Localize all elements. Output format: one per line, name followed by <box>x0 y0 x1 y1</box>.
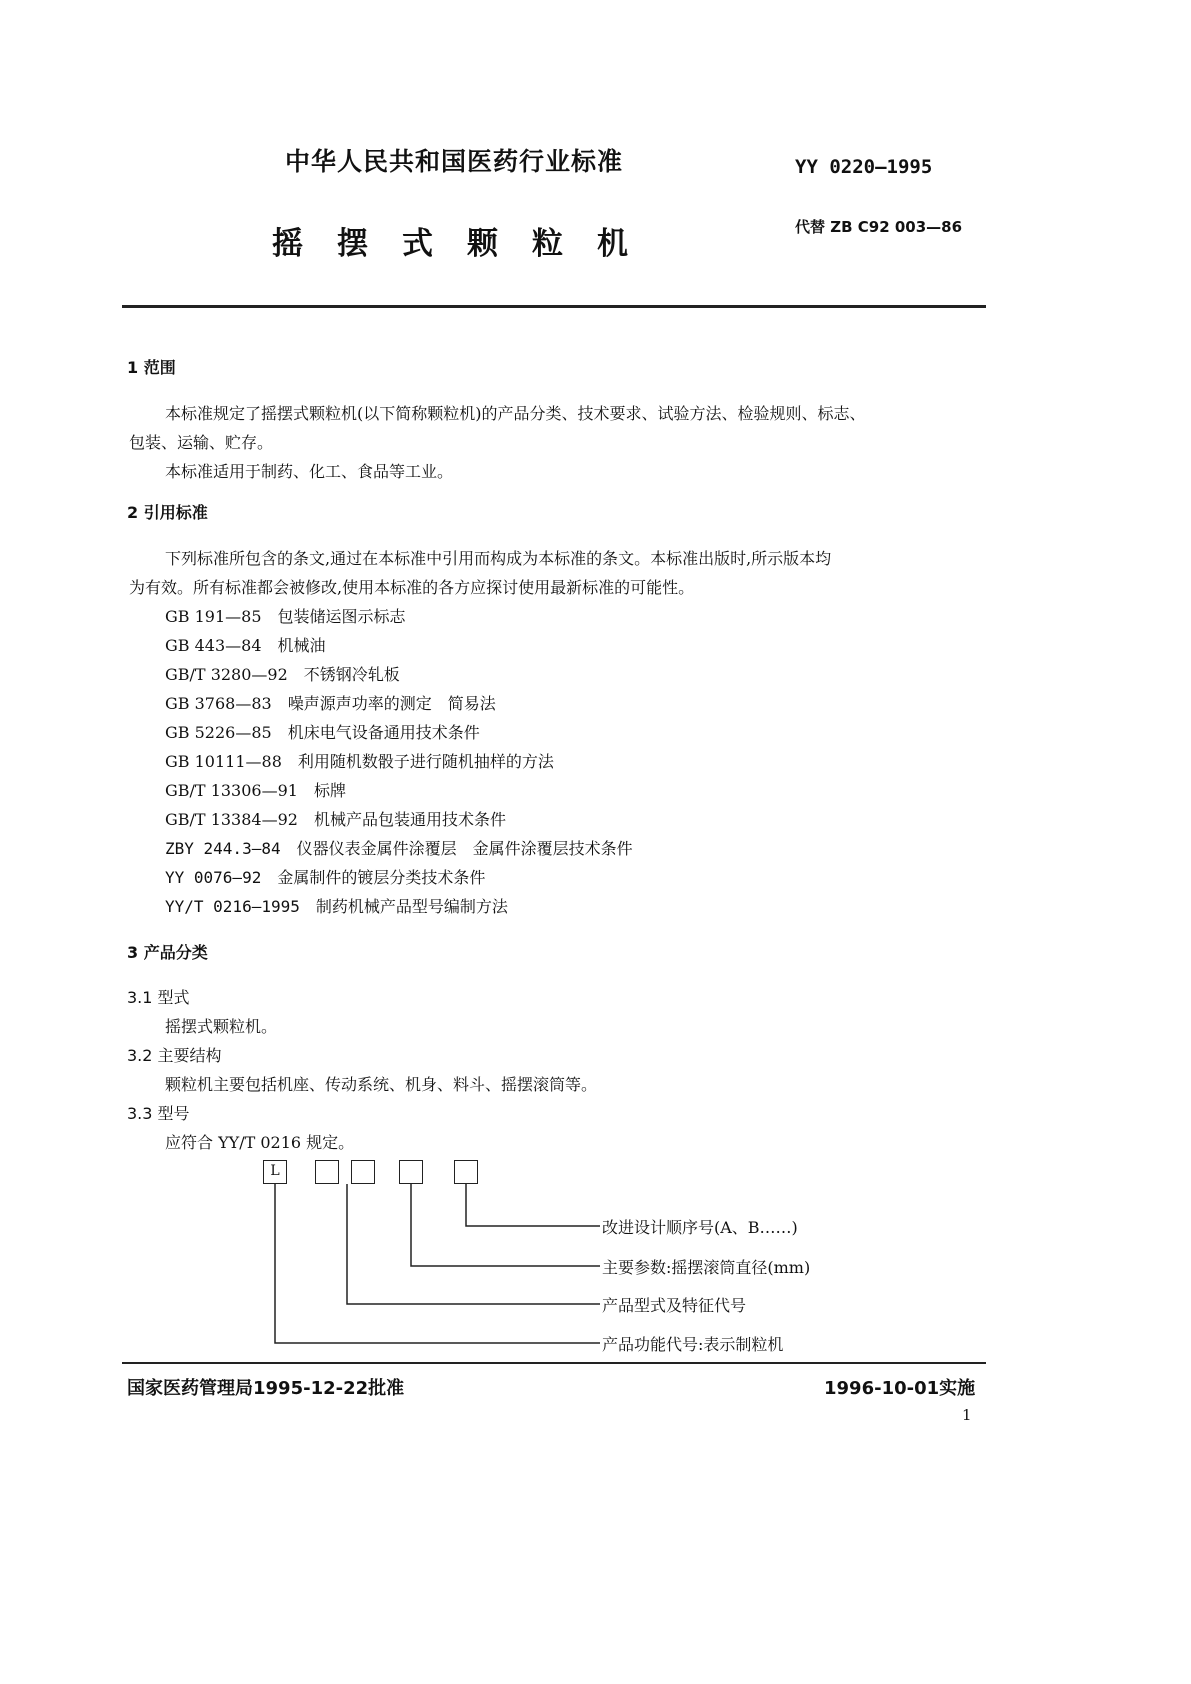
section-1-para1-line1: 本标准规定了摇摆式颗粒机(以下简称颗粒机)的产品分类、技术要求、试验方法、检验规则、标志、 <box>165 404 866 423</box>
reference-title: 包装储运图示标志 <box>277 607 406 626</box>
model-legend-function-code: 产品功能代号:表示制粒机 <box>602 1335 784 1354</box>
model-box-type-code-2 <box>351 1160 375 1184</box>
model-box-type-code-1 <box>315 1160 339 1184</box>
document-title: 摇摆式颗粒机 <box>272 226 662 262</box>
reference-title: 机床电气设备通用技术条件 <box>287 723 480 742</box>
reference-title: 机械产品包装通用技术条件 <box>313 810 506 829</box>
reference-code: GB/T 3280—92 <box>165 665 288 684</box>
section-2-intro-line1: 下列标准所包含的条文,通过在本标准中引用而构成为本标准的条文。本标准出版时,所示版本均 <box>165 549 832 568</box>
reference-code: GB 5226—85 <box>165 723 272 742</box>
model-box-label: L <box>270 1163 280 1179</box>
reference-title: 机械油 <box>277 636 326 655</box>
section-3-1-text: 摇摆式颗粒机。 <box>165 1017 278 1036</box>
reference-title: 利用随机数骰子进行随机抽样的方法 <box>297 752 554 771</box>
reference-code: GB/T 13306—91 <box>165 781 298 800</box>
section-1-heading: 1 范围 <box>127 358 176 377</box>
page-number: 1 <box>962 1406 972 1424</box>
section-1-para2: 本标准适用于制药、化工、食品等工业。 <box>165 462 454 481</box>
section-3-3-text: 应符合 YY/T 0216 规定。 <box>165 1133 355 1152</box>
section-3-3-heading: 3.3 型号 <box>127 1104 190 1123</box>
approval-note: 国家医药管理局1995-12-22批准 <box>127 1378 405 1399</box>
standard-organization: 中华人民共和国医药行业标准 <box>285 147 624 176</box>
reference-title: 金属制件的镀层分类技术条件 <box>277 868 486 887</box>
reference-code: YY/T 0216—1995 <box>165 897 300 916</box>
reference-code: GB 3768—83 <box>165 694 272 713</box>
section-3-2-heading: 3.2 主要结构 <box>127 1046 222 1065</box>
reference-code: GB 443—84 <box>165 636 262 655</box>
reference-title: 标牌 <box>313 781 346 800</box>
reference-code: GB 10111—88 <box>165 752 282 771</box>
effective-date: 1996-10-01实施 <box>824 1378 976 1399</box>
section-3-heading: 3 产品分类 <box>127 943 208 962</box>
standard-number: YY 0220—1995 <box>795 156 933 178</box>
reference-title: 制药机械产品型号编制方法 <box>315 897 508 916</box>
model-legend-design-sequence: 改进设计顺序号(A、B……) <box>602 1218 798 1237</box>
model-box-function-code <box>263 1160 287 1184</box>
model-box-main-parameter <box>399 1160 423 1184</box>
model-legend-type-code: 产品型式及特征代号 <box>602 1296 747 1315</box>
footer-rule <box>122 1362 986 1364</box>
section-3-2-text: 颗粒机主要包括机座、传动系统、机身、料斗、摇摆滚筒等。 <box>165 1075 598 1094</box>
section-3-1-heading: 3.1 型式 <box>127 988 190 1007</box>
reference-code: ZBY 244.3—84 <box>165 839 281 858</box>
reference-code: GB/T 13384—92 <box>165 810 298 829</box>
reference-title: 不锈钢冷轧板 <box>303 665 400 684</box>
reference-code: YY 0076—92 <box>165 868 262 887</box>
model-box-design-sequence <box>454 1160 478 1184</box>
reference-title: 仪器仪表金属件涂覆层 金属件涂覆层技术条件 <box>296 839 633 858</box>
reference-code: GB 191—85 <box>165 607 262 626</box>
section-2-intro-line2: 为有效。所有标准都会被修改,使用本标准的各方应探讨使用最新标准的可能性。 <box>129 578 695 597</box>
model-legend-main-parameter: 主要参数:摇摆滚筒直径(mm) <box>602 1258 811 1277</box>
section-1-para1-line2: 包装、运输、贮存。 <box>129 433 274 452</box>
section-2-heading: 2 引用标准 <box>127 503 208 522</box>
reference-title: 噪声源声功率的测定 简易法 <box>287 694 496 713</box>
replaces-note: 代替 ZB C92 003—86 <box>795 218 963 236</box>
